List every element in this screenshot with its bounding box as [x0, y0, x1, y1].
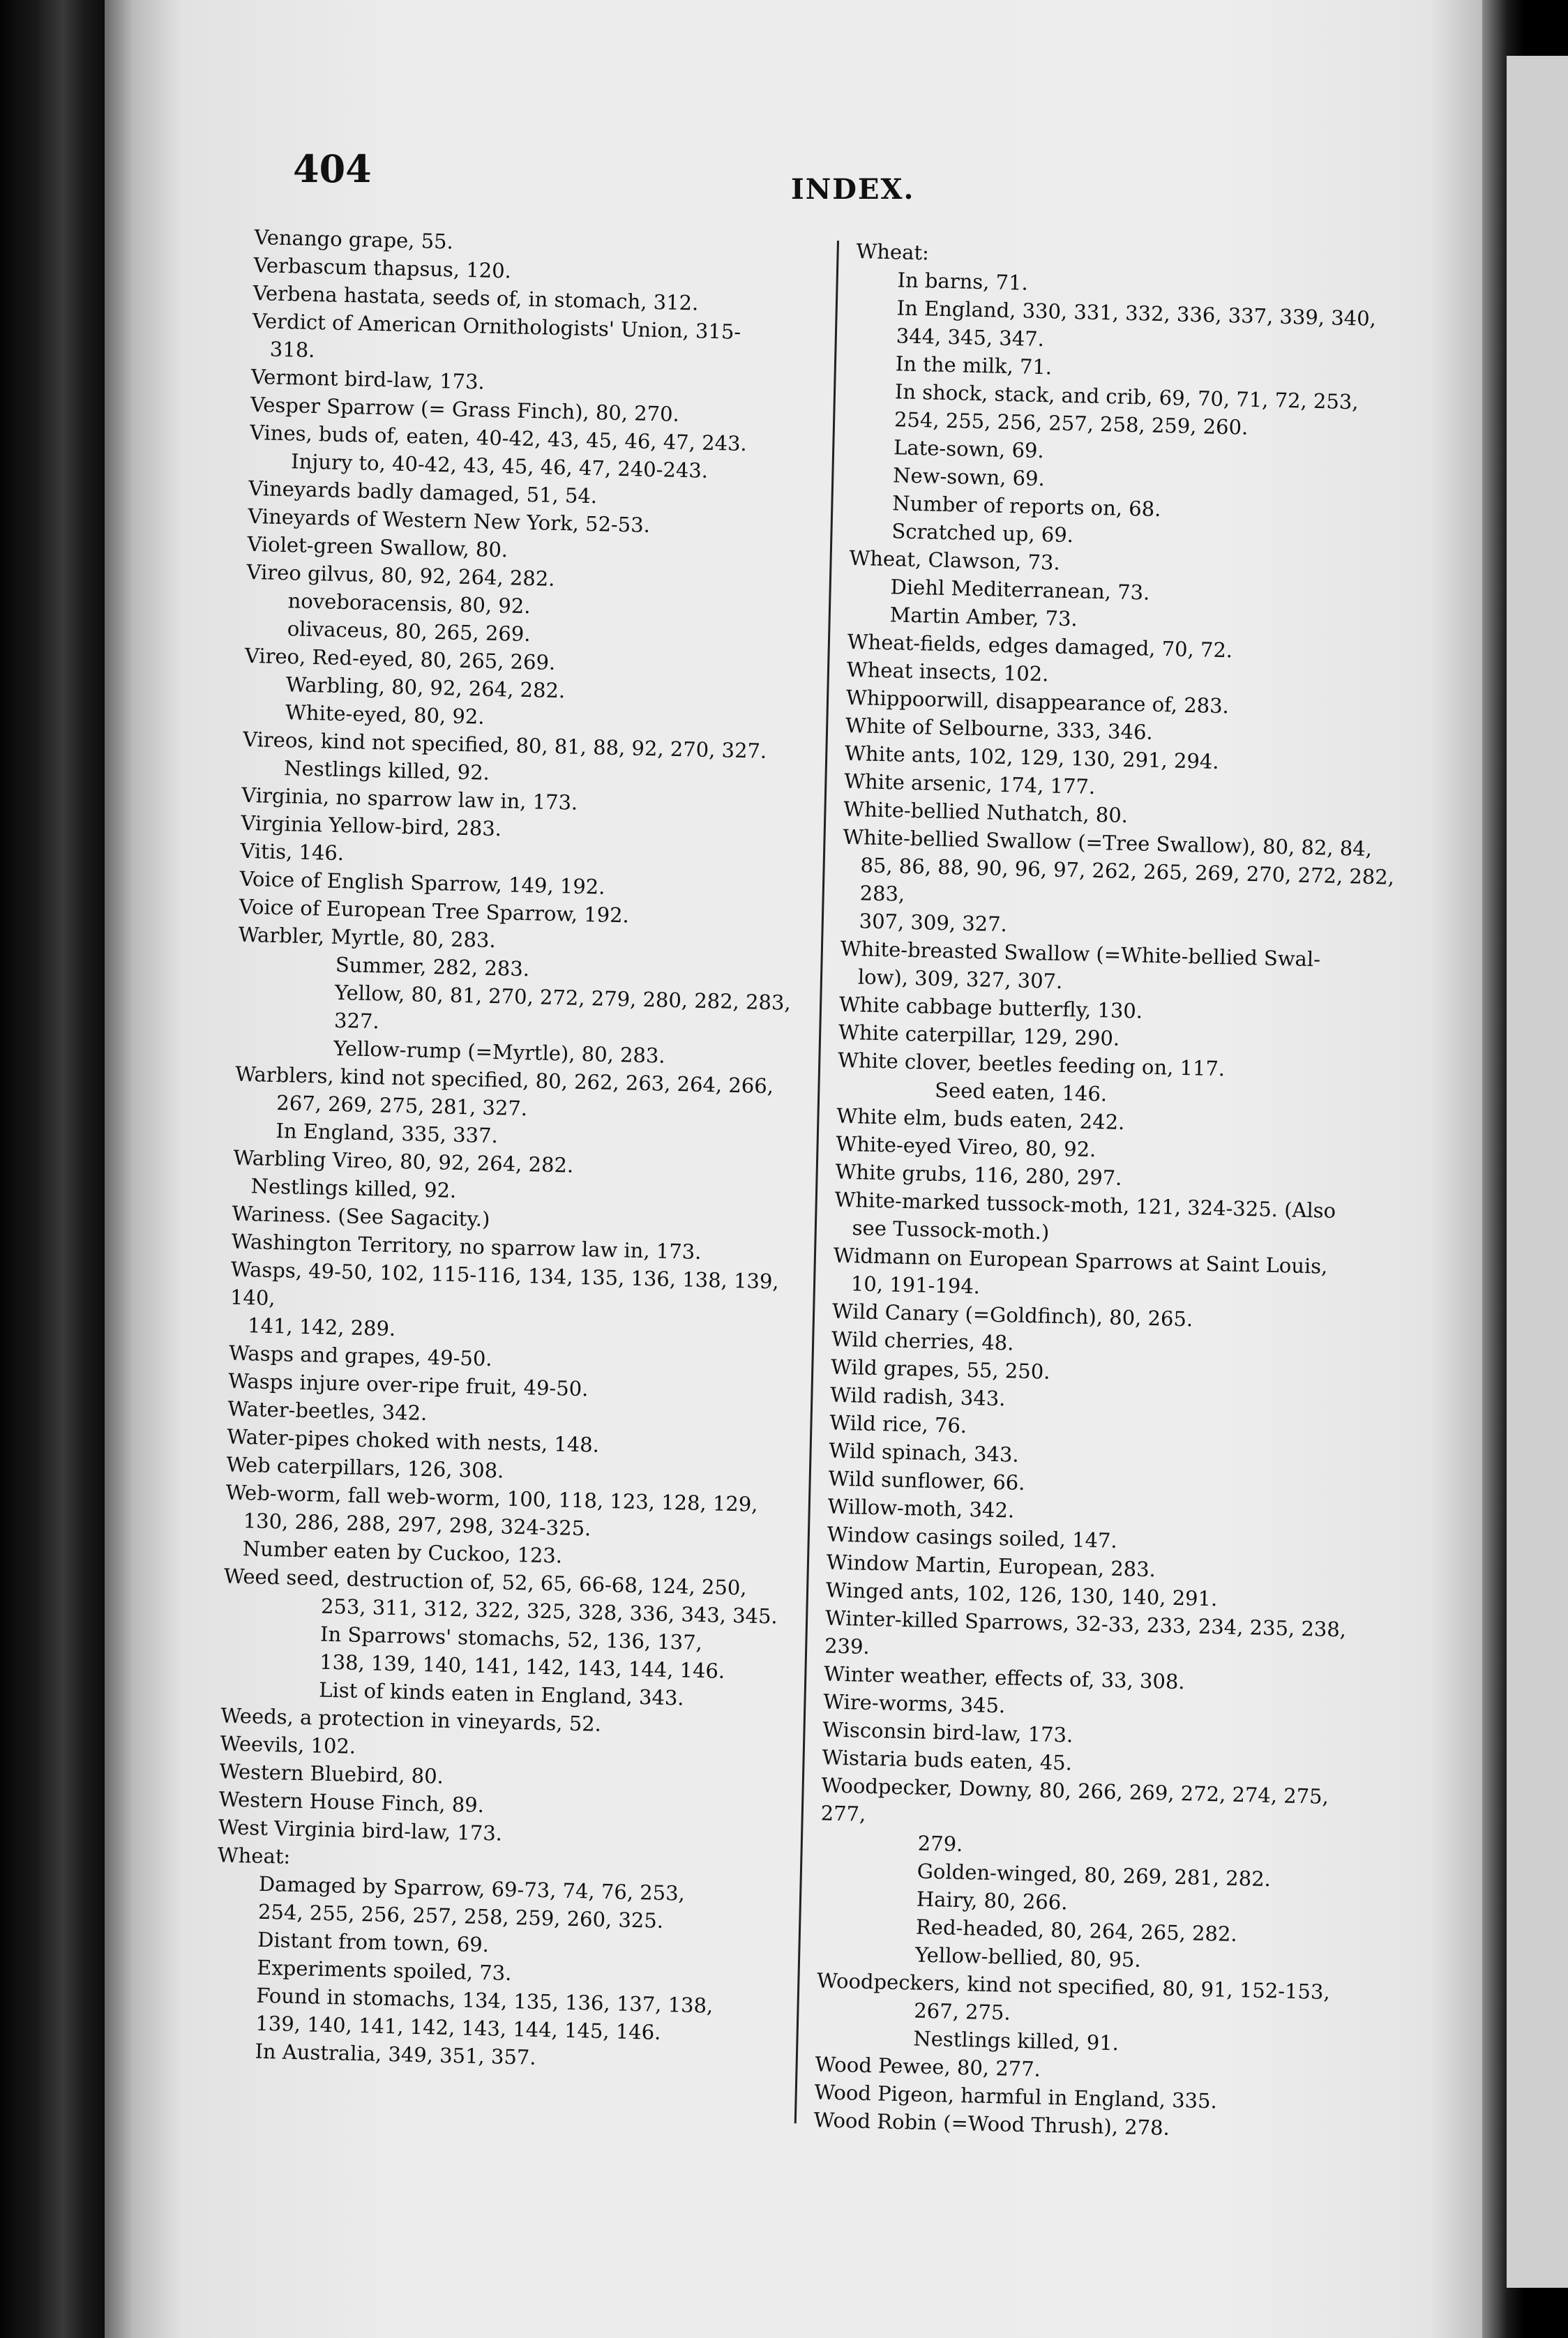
index-entry: Whippoorwill, disappearance of, 283.: [845, 685, 1230, 718]
index-entry: Warbler, Myrtle, 80, 283.: [238, 922, 497, 953]
index-entry: Vesper Sparrow (= Grass Finch), 80, 270.: [250, 392, 680, 426]
index-entry: noveboracensis, 80, 92.: [287, 589, 531, 619]
index-entry: Warbling Vireo, 80, 92, 264, 282.: [233, 1145, 574, 1177]
index-entry: Voice of English Sparrow, 149, 192.: [239, 866, 605, 899]
index-entry: 327.: [333, 1008, 380, 1034]
index-entry: 141, 142, 289.: [247, 1313, 396, 1341]
index-entry: West Virginia bird-law, 173.: [218, 1815, 503, 1846]
index-entry: Hairy, 80, 266.: [916, 1887, 1068, 1915]
index-entry: Wasps, 49-50, 102, 115-116, 134, 135, 136, 138, 139, 140,: [229, 1257, 786, 1311]
index-entry: 254, 255, 256, 257, 258, 259, 260, 325.: [257, 1899, 664, 1933]
index-entry: Wheat insects, 102.: [846, 657, 1049, 686]
index-entry: Wheat, Clawson, 73.: [849, 545, 1061, 575]
index-entry: 10, 191-194.: [850, 1272, 981, 1299]
index-entry: Seed eaten, 146.: [934, 1078, 1108, 1106]
index-entry: Martin Amber, 73.: [889, 603, 1078, 631]
index-entry: 267, 275.: [913, 1998, 1011, 2025]
index-entry: Wire-worms, 345.: [822, 1689, 1006, 1718]
index-entry: Vireo, Red-eyed, 80, 265, 269.: [244, 643, 556, 674]
index-entry: Western House Finch, 89.: [218, 1787, 485, 1818]
index-entry: Venango grape, 55.: [254, 225, 454, 254]
index-entry: 279.: [917, 1831, 963, 1857]
index-entry: 130, 286, 288, 297, 298, 324-325.: [243, 1509, 591, 1541]
index-entry: White clover, beetles feeding on, 117.: [837, 1048, 1226, 1081]
index-entry: In Australia, 349, 351, 357.: [255, 2039, 536, 2069]
index-entry: Wheat-fields, edges damaged, 70, 72.: [847, 629, 1233, 663]
index-entry: Voice of European Tree Sparrow, 192.: [239, 894, 630, 928]
index-entry: White-bellied Nuthatch, 80.: [843, 797, 1129, 828]
index-entry: Virginia, no sparrow law in, 173.: [241, 783, 578, 815]
index-entry: New-sown, 69.: [892, 463, 1046, 491]
index-entry: Vireos, kind not specified, 80, 81, 88, 92, 270, 327.: [242, 727, 767, 763]
index-entry: Vitis, 146.: [240, 838, 345, 866]
index-entry: Vineyards badly damaged, 51, 54.: [248, 476, 598, 508]
index-entry: Weeds, a protection in vineyards, 52.: [220, 1703, 602, 1736]
index-entry: Wheat:: [856, 239, 930, 265]
index-entry: 318.: [269, 337, 315, 363]
index-entry: olivaceus, 80, 265, 269.: [287, 617, 531, 647]
index-entry: Vermont bird-law, 173.: [250, 364, 485, 394]
index-entry: White grubs, 116, 280, 297.: [835, 1159, 1122, 1190]
index-entry: 139, 140, 141, 142, 143, 144, 145, 146.: [255, 2011, 661, 2044]
index-entry: 138, 139, 140, 141, 142, 143, 144, 146.: [319, 1650, 725, 1683]
index-entry: White-breasted Swallow (=White-bellied Swal-: [840, 936, 1321, 972]
index-entry: White caterpillar, 129, 290.: [838, 1020, 1120, 1050]
index-entry: Wood Pigeon, harmful in England, 335.: [814, 2080, 1218, 2113]
index-entry: 253, 311, 312, 322, 325, 328, 336, 343, 345.: [320, 1594, 778, 1629]
index-entry: Wild radish, 343.: [829, 1382, 1006, 1411]
index-entry: Verbena hastata, seeds of, in stomach, 312.: [252, 280, 699, 315]
index-entry: Verdict of American Ornithologists' Union, 315-: [252, 308, 741, 344]
index-entry: Wariness. (See Sagacity.): [232, 1201, 490, 1232]
index-entry: Number eaten by Cuckoo, 123.: [242, 1537, 563, 1568]
index-entry: Violet-green Swallow, 80.: [247, 531, 508, 562]
index-entry: White ants, 102, 129, 130, 291, 294.: [844, 741, 1219, 774]
index-entry: Number of reports on, 68.: [891, 491, 1161, 521]
index-entry: 344, 345, 347.: [896, 324, 1045, 352]
index-entry: Summer, 282, 283.: [335, 952, 530, 981]
index-entry: In the milk, 71.: [895, 352, 1053, 379]
index-entry: Nestlings killed, 92.: [250, 1174, 457, 1202]
index-entry: Wasps injure over-ripe fruit, 49-50.: [227, 1368, 589, 1401]
book-spine-shadow: [0, 0, 105, 2338]
adjacent-page-edge: [1507, 56, 1568, 2288]
index-entry: Wild sunflower, 66.: [828, 1466, 1025, 1495]
index-entry: In barns, 71.: [897, 268, 1029, 295]
index-entry: White arsenic, 174, 177.: [843, 769, 1096, 799]
index-column-right: [813, 237, 1415, 2146]
index-entry: Western Bluebird, 80.: [219, 1759, 444, 1788]
index-entry: White elm, buds eaten, 242.: [836, 1103, 1125, 1135]
index-entry: Wild rice, 76.: [829, 1410, 967, 1438]
index-column-left: [213, 223, 827, 2077]
index-entry: see Tussock-moth.): [852, 1216, 1050, 1244]
index-entry: Widmann on European Sparrows at Saint Louis,: [833, 1243, 1328, 1279]
index-entry: Virginia Yellow-bird, 283.: [241, 810, 502, 841]
index-entry: 254, 255, 256, 257, 258, 259, 260.: [894, 407, 1249, 439]
index-entry: List of kinds eaten in England, 343.: [318, 1677, 685, 1710]
index-entry: Willow-moth, 342.: [827, 1494, 1015, 1523]
index-entry: Window casings soiled, 147.: [827, 1522, 1118, 1553]
index-entry: Yellow, 80, 81, 270, 272, 279, 280, 282, 283,: [334, 980, 792, 1015]
index-entry: In shock, stack, and crib, 69, 70, 71, 72, 253,: [894, 379, 1359, 414]
index-entry: Vireo gilvus, 80, 92, 264, 282.: [246, 559, 555, 591]
index-entry: White of Selbourne, 333, 346.: [845, 713, 1154, 744]
index-entry: Woodpecker, Downy, 80, 266, 269, 272, 274, 275, 277,: [820, 1773, 1336, 1826]
index-entry: Scratched up, 69.: [891, 519, 1074, 548]
index-entry: White-eyed Vireo, 80, 92.: [836, 1131, 1096, 1162]
index-entry: White cabbage butterfly, 130.: [838, 992, 1143, 1023]
index-entry: Warbling, 80, 92, 264, 282.: [285, 672, 566, 703]
page-number: 404: [293, 146, 372, 191]
index-entry: Vineyards of Western New York, 52-53.: [248, 504, 651, 537]
index-entry: Diehl Mediterranean, 73.: [890, 575, 1150, 605]
index-entry: Verbascum thapsus, 120.: [253, 252, 512, 283]
running-head: INDEX.: [791, 173, 915, 206]
index-entry: In England, 330, 331, 332, 336, 337, 339, 340,: [896, 296, 1377, 331]
index-entry: Weevils, 102.: [220, 1731, 356, 1758]
index-entry: Water-pipes choked with nests, 148.: [227, 1424, 600, 1457]
index-entry: Winged ants, 102, 126, 130, 140, 291.: [825, 1578, 1218, 1611]
index-entry: Wood Robin (=Wood Thrush), 278.: [813, 2108, 1170, 2140]
index-entry: In England, 335, 337.: [276, 1119, 499, 1148]
index-entry: In Sparrows' stomachs, 52, 136, 137,: [319, 1622, 703, 1655]
index-entry: Nestlings killed, 91.: [913, 2026, 1120, 2056]
index-entry: Red-headed, 80, 264, 265, 282.: [915, 1915, 1238, 1947]
index-entry: Yellow-rump (=Myrtle), 80, 283.: [333, 1036, 666, 1068]
index-entry: White-eyed, 80, 92.: [285, 700, 485, 729]
index-entry: Winter weather, effects of, 33, 308.: [823, 1661, 1185, 1694]
index-entry: Wheat:: [217, 1843, 291, 1869]
index-entry: Distant from town, 69.: [257, 1927, 490, 1957]
index-entry: Wistaria buds eaten, 45.: [822, 1745, 1073, 1775]
index-entry: Yellow-bellied, 80, 95.: [914, 1943, 1142, 1972]
index-entry: low), 309, 327, 307.: [857, 965, 1063, 993]
index-entry: Woodpeckers, kind not specified, 80, 91, 152-153,: [816, 1968, 1331, 2005]
index-entry: Wisconsin bird-law, 173.: [822, 1717, 1073, 1747]
index-entry: 85, 86, 88, 90, 96, 97, 262, 265, 269, 270, 272, 282, 283,: [859, 853, 1401, 906]
index-entry: Wild cherries, 48.: [831, 1327, 1014, 1355]
index-entry: Found in stomachs, 134, 135, 136, 137, 138,: [255, 1983, 714, 2018]
index-entry: Weed seed, destruction of, 52, 65, 66-68, 124, 250,: [223, 1564, 747, 1600]
index-entry: Vines, buds of, eaten, 40-42, 43, 45, 46, 47, 243.: [249, 420, 748, 456]
index-entry: Web-worm, fall web-worm, 100, 118, 123, 128, 129,: [225, 1480, 758, 1516]
index-entry: Warblers, kind not specified, 80, 262, 263, 264, 266,: [234, 1062, 774, 1099]
index-entry: White-marked tussock-moth, 121, 324-325. (Also: [834, 1187, 1336, 1223]
index-entry: Nestlings killed, 92.: [283, 756, 490, 785]
index-entry: Damaged by Sparrow, 69-73, 74, 76, 253,: [258, 1871, 686, 1906]
index-entry: Washington Territory, no sparrow law in, 173.: [231, 1229, 702, 1264]
index-entry: Wild spinach, 343.: [829, 1438, 1020, 1467]
index-entry: Experiments spoiled, 73.: [256, 1955, 512, 1985]
index-entry: Window Martin, European, 283.: [826, 1550, 1156, 1582]
index-entry: Wasps and grapes, 49-50.: [228, 1341, 492, 1371]
index-entry: Late-sown, 69.: [893, 435, 1045, 463]
index-entry: Wild grapes, 55, 250.: [830, 1355, 1050, 1384]
index-entry: Injury to, 40-42, 43, 45, 46, 47, 240-243.: [290, 449, 709, 483]
index-entry: Water-beetles, 342.: [227, 1396, 428, 1426]
index-entry: Winter-killed Sparrows, 32-33, 233, 234, 235, 238, 239.: [824, 1606, 1353, 1659]
index-entry: 307, 309, 327.: [859, 909, 1008, 937]
index-entry: Wild Canary (=Goldfinch), 80, 265.: [831, 1299, 1193, 1332]
index-entry: Wood Pewee, 80, 277.: [815, 2052, 1041, 2081]
index-entry: Golden-winged, 80, 269, 281, 282.: [917, 1859, 1272, 1892]
index-entry: 267, 269, 275, 281, 327.: [276, 1091, 528, 1121]
index-entry: White-bellied Swallow (=Tree Swallow), 80, 82, 84,: [843, 824, 1373, 861]
index-entry: Web caterpillars, 126, 308.: [226, 1452, 504, 1483]
